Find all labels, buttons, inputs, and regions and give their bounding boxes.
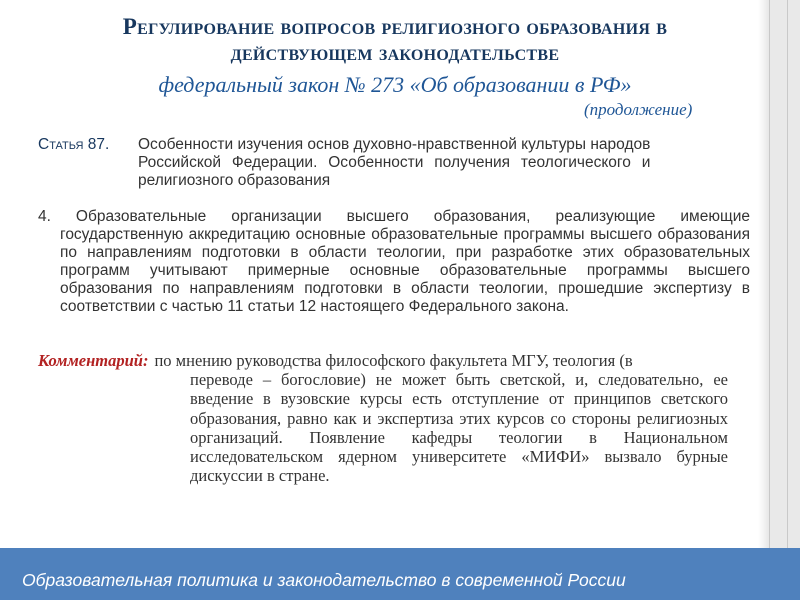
article-label-wrap [38,136,138,190]
article-heading [38,136,728,190]
edge-line [787,0,788,548]
commentary [38,351,728,485]
article-point-4: 4. Образовательные организации высшего образования, реализующие имеющие государственную аккредитацию основные образовательные программы высшего образования по направлениям подготовки в области теологии, при разработке этих образовательных программ учитывают примерные основные образовательные программы высшего образования по направлениям подготовки в области теологии, прошедшие экспертизу в соответствии с частью 11 статьи 12 настоящего Федерального закона. [38,208,750,315]
footer-text: Образовательная политика и законодательство в современной России [22,570,626,590]
title-main [60,14,730,66]
article-line-3: религиозного образования [138,172,331,189]
commentary-first-line: по мнению руководства философского факультета МГУ, теология (в [154,351,633,370]
slide-title [60,14,730,98]
article-line-1: Особенности изучения основ духовно-нравственной культуры народов [138,136,651,153]
title-line-2: действующем законодательстве [230,40,560,65]
title-subtitle: федеральный закон № 273 «Об образовании в РФ» [158,72,632,97]
article-label: Статья [38,136,84,153]
title-continuation: (продолжение) [584,100,693,119]
article-number: 87. [87,136,110,153]
title-line-1: Регулирование вопросов религиозного образования в [122,14,668,39]
commentary-text: переводе – богословие) не может быть светской, и, следовательно, ее введение в вузовские курсы есть отступление от принципов светского образования, равно как и экспертиза этих курсов со стороны религиозных организаций. Появление кафедры теологии в Национальном исследовательском ядерном университете «МИФИ» вызвало бурные дискуссии в стране. [190,370,728,486]
edge-strip [769,0,800,548]
article-line-2: Российской Федерации. Особенности получения теологического и [138,154,651,171]
commentary-label: Комментарий: [38,351,149,370]
article-title [138,136,650,190]
footer-bar [0,548,800,600]
